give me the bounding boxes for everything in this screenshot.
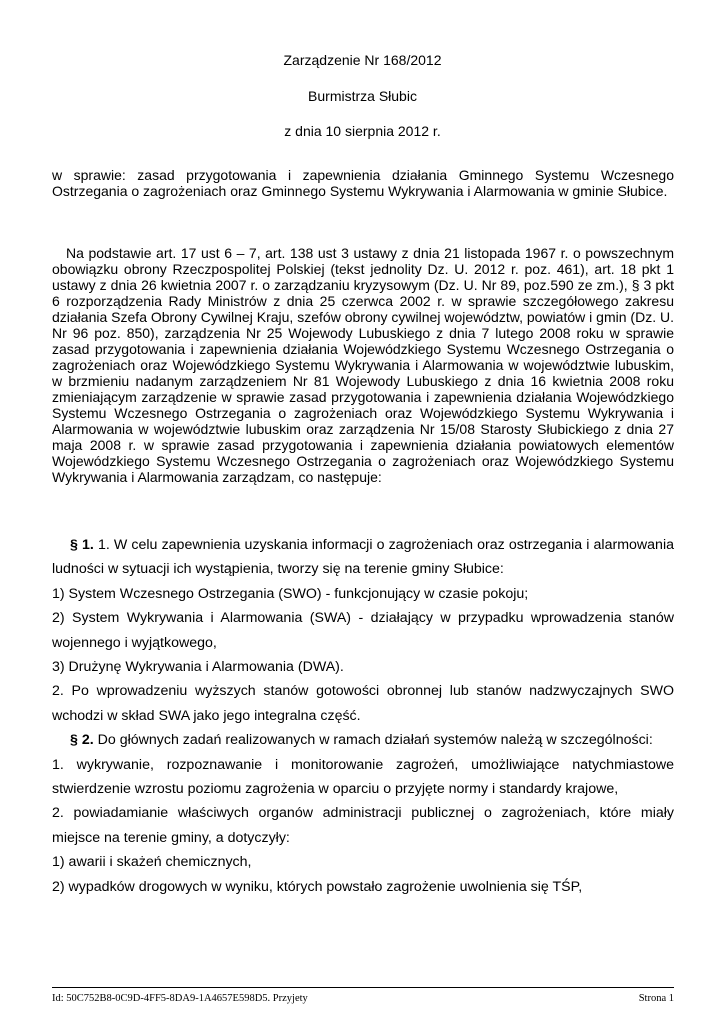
section-1 (52, 533, 674, 582)
section-2-item: 2) wypadków drogowych w wyniku, których powstało zagrożenie uwolnienia się TŚP, (52, 878, 583, 895)
section-1-item: 2) System Wykrywania i Alarmowania (SWA) - działający w przypadku wprowadzenia stanów wojennego i wyjątkowego, (52, 610, 674, 651)
section-2 (52, 728, 674, 752)
body-sections (52, 533, 674, 899)
section-2-item: 2. powiadamianie właściwych organów administracji publicznej o zagrożeniach, które miały miejsce na terenie gminy, a dotyczyły: (52, 805, 674, 846)
section-1-label: § 1. (70, 537, 94, 553)
document-issuer: Burmistrza Słubic (308, 88, 417, 104)
section-1-item: 3) Drużynę Wykrywania i Alarmowania (DWA). (52, 659, 344, 676)
section-1-point-2: 2. Po wprowadzeniu wyższych stanów gotowości obronnej lub stanów nadzwyczajnych SWO wchodzi w skład SWA jako jego integralna część. (52, 683, 674, 724)
footer-document-id: Id: 50C752B8-0C9D-4FF5-8DA9-1A4657E598D5. Przyjety (52, 993, 308, 1004)
preamble: Na podstawie art. 17 ust 6 – 7, art. 138 ust 3 ustawy z dnia 21 listopada 1967 r. o powszechnym obowiązku obrony Rzeczpospolitej Polskiej (tekst jednolity Dz. U. 2012 r. poz. 461), art. 18 pkt 1 ustawy z dnia 26 kwietnia 2007 r. o zarządzaniu kryzysowym (Dz. U. Nr 89, poz.590 ze zm.), § 3 pkt 6 rozporządzenia Rady Ministrów z dnia 25 czerwca 2002 r. w sprawie szczegółowego zakresu działania Szefa Obrony Cywilnej Kraju, szefów obrony cywilnej województw, powiatów i gmin (Dz. U. Nr 96 poz. 850), zarządzenia Nr 25 Wojewody Lubuskiego z dnia 7 lutego 2008 roku w sprawie zasad przygotowania i zapewnienia działania Wojewódzkiego Systemu Wczesnego Ostrzegania o zagrożeniach oraz Wojewódzkiego Systemu Wykrywania i Alarmowania w województwie lubuskim, w brzmieniu nadanym zarządzeniem Nr 81 Wojewody Lubuskiego z dnia 16 kwietnia 2008 roku zmieniającym zarządzenie w sprawie zasad przygotowania i zapewnienia działania Wojewódzkiego Systemu Wczesnego Ostrzegania o zagrożeniach oraz Wojewódzkiego Systemu Wykrywania i Alarmowania w województwie lubuskim oraz zarządzenia Nr 15/08 Starosty Słubickiego z dnia 27 maja 2008 r. w sprawie zasad przygotowania i zapewnienia działania powiatowych elementów Wojewódzkiego Systemu Wczesnego Ostrzegania o zagrożeniach oraz Wojewódzkiego Systemu Wykrywania i Alarmowania zarządzam, co następuje: (52, 245, 674, 485)
footer-page-number: Strona 1 (638, 993, 674, 1004)
document-title: Zarządzenie Nr 168/2012 (283, 52, 442, 68)
section-1-intro: 1. W celu zapewnienia uzyskania informacji o zagrożeniach oraz ostrzegania i alarmowania ludności w sytuacji ich wystąpienia, tworzy się na terenie gminy Słubice: (52, 537, 674, 578)
document-date: z dnia 10 sierpnia 2012 r. (284, 123, 441, 139)
section-2-item: 1. wykrywanie, rozpoznawanie i monitorowanie zagrożeń, umożliwiające natychmiastowe stwierdzenie wzrostu poziomu zagrożenia w oparciu o przyjęte normy i standardy krajowe, (52, 756, 674, 798)
footer-divider (52, 987, 674, 988)
section-1-item: 1) System Wczesnego Ostrzegania (SWO) - funkcjonujący w czasie pokoju; (52, 585, 529, 602)
document-subject: w sprawie: zasad przygotowania i zapewnienia działania Gminnego Systemu Wczesnego Ostrzegania o zagrożeniach oraz Gminnego Systemu Wykrywania i Alarmowania w gminie Słubice. (52, 167, 674, 199)
section-2-label: § 2. (70, 732, 94, 749)
section-2-intro: Do głównych zadań realizowanych w ramach działań systemów należą w szczególności: (97, 732, 653, 749)
section-2-item: 1) awarii i skażeń chemicznych, (52, 854, 252, 871)
